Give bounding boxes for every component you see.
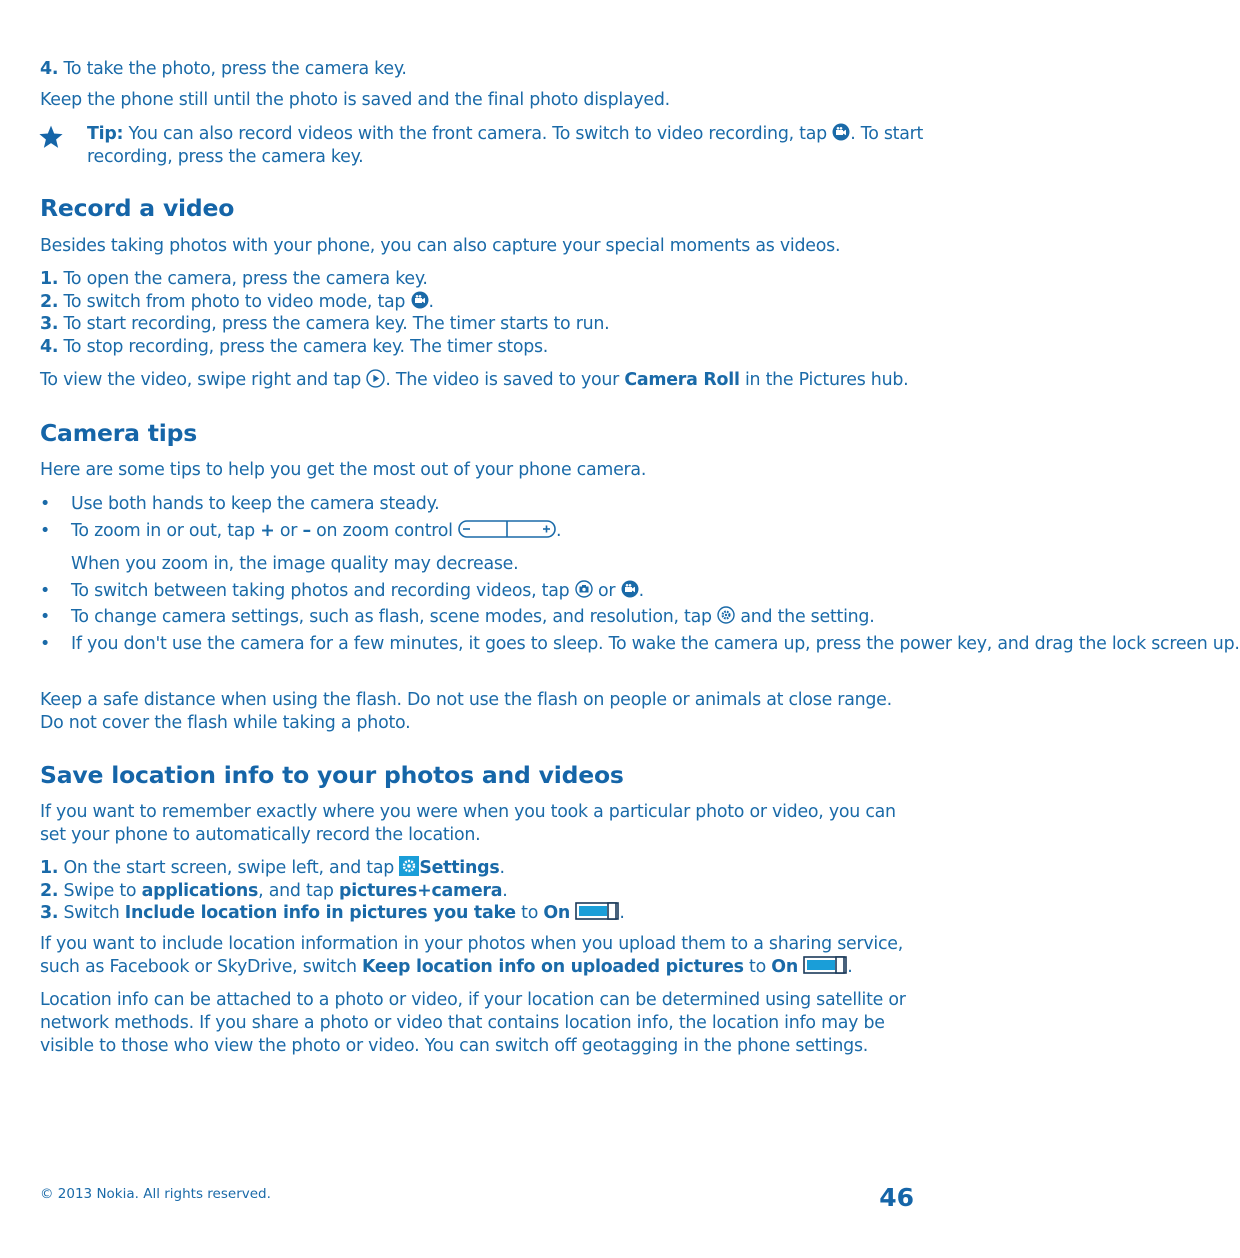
record-step-2: 2. To switch from photo to video mode, tap .	[40, 292, 434, 312]
tip-bullet-5: If you don't use the camera for a few minutes, it goes to sleep. To wake the camera up, press the power key, and drag the lock screen up.	[71, 634, 1240, 654]
settings-gear-icon	[399, 856, 419, 876]
toggle-on-icon	[575, 902, 619, 920]
bullet: •	[40, 634, 51, 654]
page-number: 46	[879, 1183, 914, 1212]
video-camera-icon	[411, 291, 429, 309]
view-video-paragraph: To view the video, swipe right and tap . The video is saved to your Camera Roll in the Pictures hub.	[40, 370, 909, 390]
video-camera-icon	[832, 123, 850, 141]
still-paragraph: Keep the phone still until the photo is saved and the final photo displayed.	[40, 90, 670, 110]
video-camera-icon	[621, 580, 639, 598]
record-step-3: 3. To start recording, press the camera key. The timer starts to run.	[40, 314, 610, 334]
settings-gear-icon	[717, 606, 735, 624]
tip-bullet-1: Use both hands to keep the camera steady.	[71, 494, 440, 514]
location-step-3: 3. Switch Include location info in pictures you take to On .	[40, 903, 625, 923]
bullet: •	[40, 607, 51, 627]
photo-camera-icon	[575, 580, 593, 598]
heading-location: Save location info to your photos and videos	[40, 761, 624, 789]
copyright-footer: © 2013 Nokia. All rights reserved.	[40, 1186, 271, 1202]
location-step-1: 1. On the start screen, swipe left, and tap Settings.	[40, 858, 505, 878]
flash-paragraph: Keep a safe distance when using the flash. Do not use the flash on people or animals at close range. Do not cover the flash while taking a photo.	[40, 690, 892, 733]
record-step-1: 1. To open the camera, press the camera key.	[40, 269, 428, 289]
bullet: •	[40, 521, 51, 541]
tip-bullet-2: To zoom in or out, tap + or – on zoom control .	[71, 521, 562, 541]
heading-record-video: Record a video	[40, 194, 235, 222]
toggle-on-icon	[803, 956, 847, 974]
bullet: •	[40, 494, 51, 514]
zoom-control-icon	[458, 519, 556, 539]
location-step-2: 2. Swipe to applications, and tap pictures+camera.	[40, 881, 508, 901]
tip-bullet-3: To switch between taking photos and recording videos, tap or .	[71, 581, 644, 601]
photo-step-4: 4. To take the photo, press the camera key.	[40, 59, 407, 79]
share-paragraph: If you want to include location information in your photos when you upload them to a sharing service, such as Facebook or SkyDrive, switch Keep location info on uploaded pictures to On .	[40, 934, 904, 977]
record-intro: Besides taking photos with your phone, you can also capture your special moments as videos.	[40, 236, 841, 256]
tips-intro: Here are some tips to help you get the most out of your phone camera.	[40, 460, 647, 480]
play-icon	[366, 369, 385, 388]
bullet: •	[40, 581, 51, 601]
star-icon	[38, 124, 64, 150]
heading-camera-tips: Camera tips	[40, 419, 198, 447]
tip-paragraph: Tip: You can also record videos with the front camera. To switch to video recording, tap . To start recording, press the camera key.	[87, 124, 924, 167]
zoom-note: When you zoom in, the image quality may decrease.	[71, 554, 519, 574]
location-note: Location info can be attached to a photo or video, if your location can be determined using satellite or network methods. If you share a photo or video that contains location info, the location info may be visible to those who view the photo or video. You can switch off geotagging in the phone settings.	[40, 990, 906, 1056]
record-step-4: 4. To stop recording, press the camera key. The timer stops.	[40, 337, 549, 357]
location-intro: If you want to remember exactly where you were when you took a particular photo or video, you can set your phone to automatically record the location.	[40, 802, 896, 845]
tip-bullet-4: To change camera settings, such as flash, scene modes, and resolution, tap and the setting.	[71, 607, 875, 627]
